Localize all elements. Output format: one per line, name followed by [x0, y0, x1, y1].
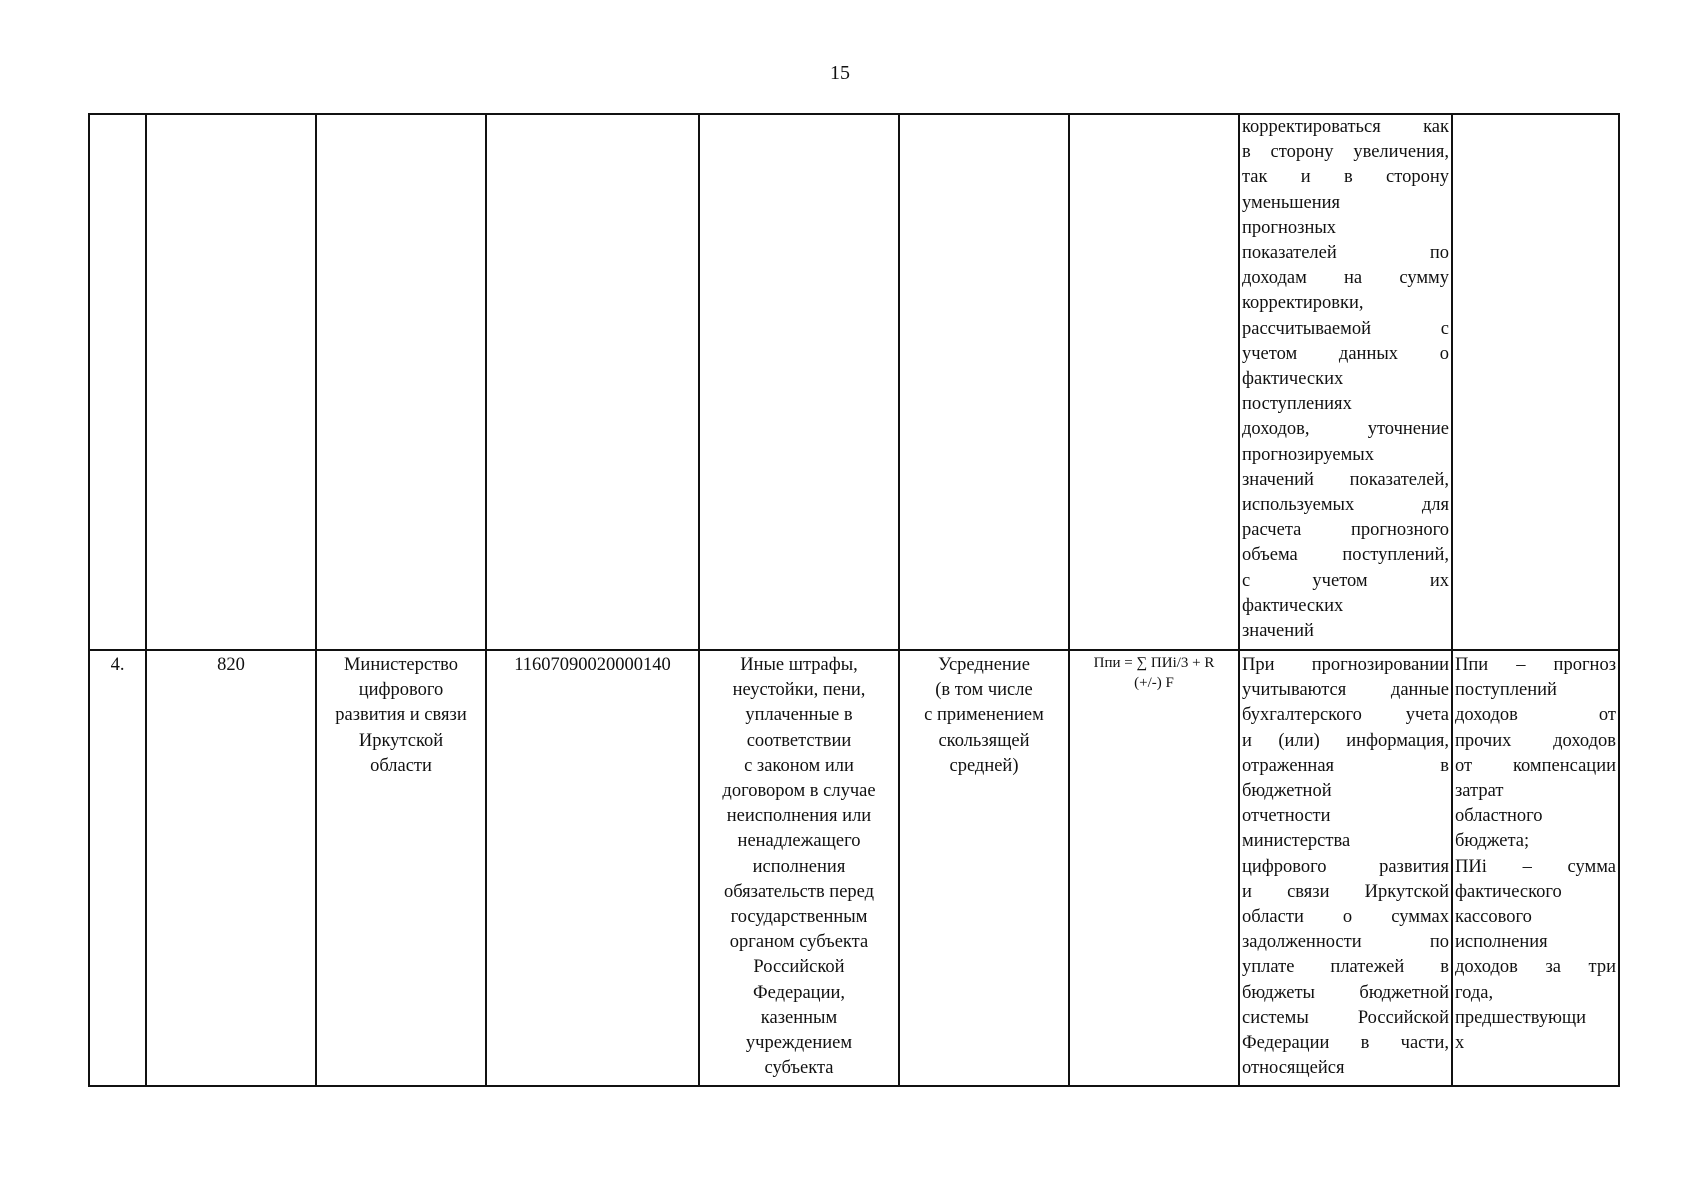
text-line: с законом или	[744, 755, 854, 776]
text-line: расчета прогнозного	[1242, 520, 1449, 541]
text-line: доходов от	[1455, 705, 1616, 726]
text-line: уплате платежей в	[1242, 957, 1449, 978]
text-line: затрат	[1455, 781, 1504, 802]
cell-admin-code: 820	[146, 650, 316, 1086]
text-line: области о суммах	[1242, 907, 1449, 928]
text-line: средней)	[949, 755, 1019, 776]
text-line: поступлений	[1455, 680, 1557, 701]
text-line: министерства	[1242, 831, 1351, 852]
text-line: субъекта	[764, 1058, 834, 1079]
cell-indicator-description	[1452, 650, 1619, 1086]
table-row-continued	[89, 114, 1619, 650]
text-line: областного	[1455, 806, 1543, 827]
text-line: Федерации в части,	[1242, 1033, 1449, 1054]
text-line: задолженности по	[1242, 932, 1449, 953]
text-line: ненадлежащего	[737, 831, 861, 852]
text-line: Усреднение	[938, 655, 1030, 675]
text-line: неисполнения или	[726, 806, 872, 827]
text-line: фактических	[1242, 595, 1344, 616]
text-line: с применением	[924, 705, 1044, 726]
cell-row-number: 4.	[89, 650, 146, 1086]
text-line: Ппи = ∑ ПИi/3 + R	[1093, 655, 1215, 671]
text-line: от компенсации	[1455, 755, 1616, 776]
text-line: Российской	[753, 957, 845, 978]
cell-calculation-algorithm	[1239, 650, 1452, 1086]
cell-empty	[899, 114, 1069, 650]
text-line: доходам на сумму	[1242, 268, 1449, 289]
text-line: области	[370, 755, 432, 776]
cell-income-name	[699, 650, 899, 1086]
text-line: доходов за три	[1455, 957, 1616, 978]
text-line: скользящей	[938, 730, 1030, 751]
text-line: отчетности	[1242, 806, 1331, 827]
text-line: исполнения	[1455, 932, 1548, 953]
text-line: учетом данных о	[1242, 343, 1449, 364]
text-line: доходов, уточнение	[1242, 419, 1449, 440]
text-line: Иные штрафы,	[740, 655, 858, 675]
text-block	[1242, 653, 1449, 1081]
text-line: уменьшения	[1242, 192, 1341, 213]
cell-empty	[316, 114, 486, 650]
text-line: Ппи – прогноз	[1455, 655, 1616, 675]
text-line: ПИi – сумма	[1455, 856, 1616, 877]
text-line: и (или) информация,	[1242, 730, 1449, 751]
text-line: относящейся	[1242, 1058, 1345, 1079]
text-line: прочих доходов	[1455, 730, 1616, 751]
text-line: (+/-) F	[1134, 675, 1174, 691]
text-line: (в том числе	[935, 680, 1033, 701]
text-block	[700, 653, 898, 1081]
text-line: Иркутской	[358, 730, 444, 751]
text-line: бюджетной	[1242, 781, 1332, 802]
cell-empty	[146, 114, 316, 650]
text-line: объема поступлений,	[1242, 545, 1449, 566]
methodology-table	[88, 113, 1620, 1087]
text-line: учреждением	[745, 1033, 853, 1054]
cell-calculation-algorithm-continued	[1239, 114, 1452, 650]
text-line: Федерации,	[753, 982, 845, 1003]
text-line: органом субъекта	[729, 932, 869, 953]
text-line: Министерство	[343, 655, 459, 675]
text-line: поступлениях	[1242, 394, 1352, 415]
text-line: обязательств перед	[723, 881, 875, 902]
text-block	[900, 653, 1068, 779]
cell-empty	[89, 114, 146, 650]
text-line: корректировки,	[1242, 293, 1364, 314]
text-line: развития и связи	[335, 705, 467, 726]
text-line: фактических	[1242, 369, 1344, 390]
cell-formula	[1069, 650, 1239, 1086]
text-line: х	[1455, 1033, 1465, 1054]
text-line: цифрового развития	[1242, 856, 1449, 877]
text-line: бюджеты бюджетной	[1242, 982, 1449, 1003]
text-line: цифрового	[358, 680, 444, 701]
text-line: отраженная в	[1242, 755, 1449, 776]
cell-administrator-name	[316, 650, 486, 1086]
text-block	[317, 653, 485, 779]
text-line: казенным	[760, 1007, 838, 1028]
text-line: системы Российской	[1242, 1007, 1449, 1028]
text-line: прогнозируемых	[1242, 444, 1374, 465]
text-line: корректироваться как	[1242, 117, 1449, 137]
formula-text	[1070, 653, 1238, 693]
text-line: прогнозных	[1242, 217, 1337, 238]
text-line: исполнения	[752, 856, 846, 877]
text-line: так и в сторону	[1242, 167, 1449, 188]
text-line: соответствии	[746, 730, 852, 751]
text-line: года,	[1455, 982, 1494, 1003]
text-line: бухгалтерского учета	[1242, 705, 1449, 726]
cell-kbk-code: 11607090020000140	[486, 650, 699, 1086]
text-line: фактического	[1455, 881, 1562, 902]
text-line: значений показателей,	[1242, 469, 1449, 490]
text-line: бюджета;	[1455, 831, 1530, 852]
text-line: в сторону увеличения,	[1242, 142, 1449, 163]
cell-empty	[1069, 114, 1239, 650]
cell-empty	[1452, 114, 1619, 650]
text-line: кассового	[1455, 907, 1532, 928]
text-line: рассчитываемой с	[1242, 318, 1449, 339]
cell-empty	[699, 114, 899, 650]
text-line: значений	[1242, 621, 1314, 642]
text-line: и связи Иркутской	[1242, 881, 1449, 902]
text-line: При прогнозировании	[1242, 655, 1449, 675]
text-line: с учетом их	[1242, 570, 1449, 591]
text-line: договором в случае	[722, 781, 876, 802]
table-row-4	[89, 650, 1619, 1086]
text-line: используемых для	[1242, 495, 1449, 516]
cell-forecast-method	[899, 650, 1069, 1086]
text-line: предшествующи	[1455, 1007, 1587, 1028]
text-line: неустойки, пени,	[732, 680, 866, 701]
text-block	[1455, 653, 1616, 1056]
text-line: показателей по	[1242, 243, 1449, 264]
text-block	[1242, 115, 1449, 644]
page-number: 15	[830, 62, 850, 84]
text-line: государственным	[730, 907, 868, 928]
cell-empty	[486, 114, 699, 650]
text-line: учитываются данные	[1242, 680, 1449, 701]
text-line: уплаченные в	[745, 705, 853, 726]
